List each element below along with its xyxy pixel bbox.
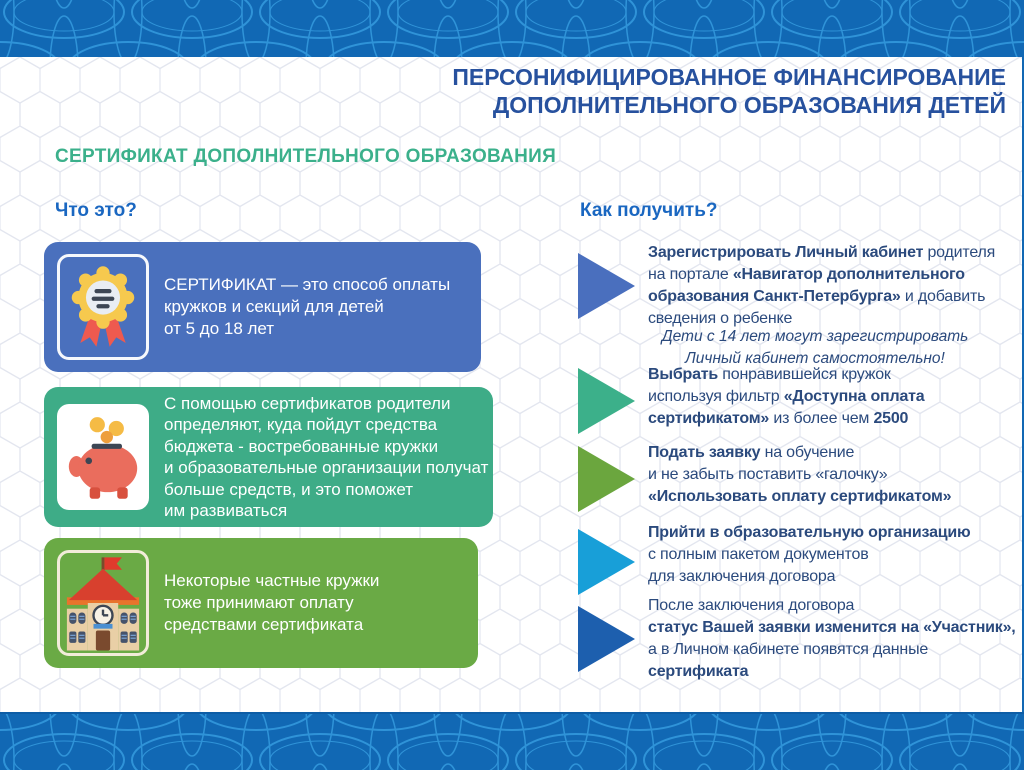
what-is-it-heading: Что это? (55, 200, 137, 221)
page-title-line1: ПЕРСОНИФИЦИРОВАННОЕ ФИНАНСИРОВАНИЕ (452, 64, 1006, 90)
card-certificate-text: СЕРТИФИКАТ — это способ оплаты кружков и секций для детей от 5 до 18 лет (164, 275, 451, 338)
step-visit-organization (578, 522, 971, 595)
school-icon (57, 550, 149, 656)
arrow-right-icon (578, 606, 635, 672)
arrow-right-icon (578, 446, 635, 512)
page-title-line2: ДОПОЛНИТЕЛЬНОГО ОБРАЗОВАНИЯ ДЕТЕЙ (492, 92, 1006, 118)
card-private-clubs (44, 538, 478, 668)
piggy-bank-icon (57, 404, 149, 510)
step-choose-text: Выбрать понравившейся кружок используя фильтр «Доступна оплата сертификатом» из более чем 2500 (648, 366, 925, 427)
step-visit-organization-text: Прийти в образовательную организацию с полным пакетом документов для заключения договора (648, 524, 971, 585)
step-apply-text: Подать заявку на обучение и не забыть поставить «галочку» «Использовать оплату сертификатом» (648, 444, 952, 505)
arrow-right-icon (578, 253, 635, 319)
bottom-decorative-band (0, 712, 1024, 770)
step-register (578, 242, 995, 330)
card-private-clubs-text: Некоторые частные кружки тоже принимают оплату средствами сертификата (164, 571, 380, 634)
arrow-right-icon (578, 529, 635, 595)
card-certificate (44, 242, 481, 372)
step-contract-status-text: После заключения договора статус Вашей заявки изменится на «Участник», а в Личном кабинете появятся данные сертификата (648, 597, 1016, 680)
card-budget-text: С помощью сертификатов родители определяют, куда пойдут средства бюджета - востребованные кружки и образовательные организации получат больше средств, и это поможет им развиваться (164, 393, 489, 520)
step-choose (578, 364, 925, 434)
page-title (386, 63, 1006, 119)
step-contract-status (578, 595, 1016, 683)
top-decorative-band (0, 0, 1024, 57)
step-register-text: Зарегистрировать Личный кабинет родителя на портале «Навигатор дополнительного образования Санкт-Петербурга» и добавить сведения о ребенке (648, 244, 996, 327)
step-register-note: Дети с 14 лет могут зарегистрировать Личный кабинет самостоятельно! (661, 328, 969, 367)
slide-content (0, 57, 1024, 712)
card-budget (44, 387, 493, 527)
arrow-right-icon (578, 368, 635, 434)
subtitle: СЕРТИФИКАТ ДОПОЛНИТЕЛЬНОГО ОБРАЗОВАНИЯ (55, 146, 557, 167)
how-to-get-heading: Как получить? (580, 200, 718, 221)
step-apply (578, 442, 951, 512)
medal-icon (57, 254, 149, 360)
